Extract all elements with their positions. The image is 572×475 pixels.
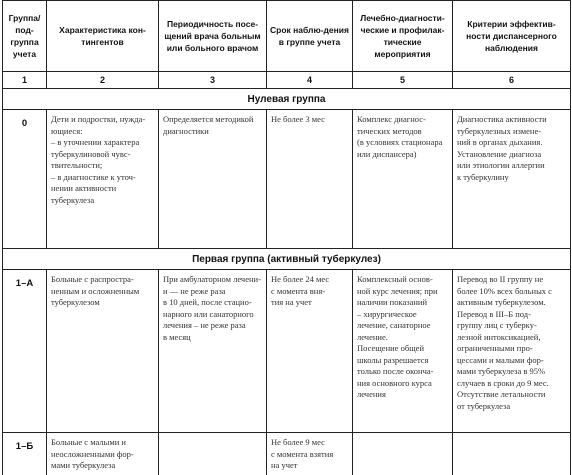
cell-line: ющиеся: [51, 125, 83, 136]
cell-line: наличии показаний [357, 297, 428, 307]
cell-line: лечение. [357, 331, 388, 342]
group-code: 1–Б [3, 433, 47, 475]
cell-line: более 10% всех больных с [457, 285, 552, 296]
cell-line: ний в органах дыхания. [457, 137, 543, 147]
group-heading-first [3, 249, 571, 270]
measures-cell [353, 110, 453, 249]
cell-line: случаев в сроки до 9 мес. [457, 377, 549, 388]
cell-line: Не более 9 мес [271, 437, 325, 447]
group-title: Первая группа (активный туберкулез) [3, 249, 571, 270]
column-number: 4 [267, 72, 353, 89]
cell-line: Определяется методикой [163, 114, 254, 124]
cell-line: туберкулеза [51, 194, 95, 205]
cell-line: Перевод во II группу не [457, 274, 544, 284]
cell-line: – в уточнении характера [51, 137, 140, 147]
header-visit-frequency: Периодичность посе-щений врача больным или больного врачом [159, 1, 267, 72]
cell-line: в месяц [163, 331, 191, 342]
header-contingents: Характеристика кон-тингентов [47, 1, 159, 72]
cell-line: с момента вня- [271, 285, 326, 296]
cell-line: в 10 дней, после стацио- [163, 297, 252, 307]
header-group-code: Группа/ под-группа учета [3, 1, 47, 72]
table-row [3, 433, 571, 475]
column-number: 6 [453, 72, 571, 89]
visits-cell [159, 110, 267, 249]
header-observation-term: Срок наблю-дения в группе учета [267, 1, 353, 72]
cell-line: Перевод в III–Б под- [457, 308, 531, 319]
cell-line: от туберкулеза [457, 400, 511, 411]
table-row [3, 270, 571, 433]
cell-line: только после оконча- [357, 366, 434, 376]
cell-line: группу лиц с туберку- [457, 320, 537, 330]
term-cell [267, 110, 353, 249]
cell-line: Больные с малыми и [51, 437, 126, 447]
cell-line: (в условиях стационара [357, 137, 443, 147]
cell-line: Дети и подростки, нужда- [51, 114, 146, 124]
column-number: 5 [353, 72, 453, 89]
cell-line: туберкулиновой чувс- [51, 148, 131, 159]
cell-line: мами туберкулеза в 95% [457, 366, 546, 376]
cell-line: тических методов [357, 125, 422, 136]
column-number: 3 [159, 72, 267, 89]
cell-line: нении активности [51, 183, 117, 193]
contingents-cell [47, 270, 159, 433]
header-measures: Лечебно-диагности-ческие и профилак-тические мероприятия [353, 1, 453, 72]
cell-line: тия на учет [271, 297, 312, 307]
cell-line: к туберкулину [457, 171, 509, 182]
cell-line: на учет [271, 460, 298, 470]
criteria-cell [453, 110, 571, 249]
cell-line: ненным и осложненным [51, 285, 140, 296]
contingents-cell [47, 110, 159, 249]
group-code: 1–А [3, 270, 47, 433]
cell-line: ной курс лечения; при [357, 285, 438, 296]
cell-line: цессами и малыми фор- [457, 354, 544, 365]
cell-line: туберкулезных измене- [457, 125, 542, 136]
cell-line: ограниченными про- [457, 343, 533, 353]
cell-line: неосложненными фор- [51, 448, 134, 459]
cell-line: школы разрешается [357, 354, 429, 365]
table-row [3, 110, 571, 249]
cell-line: лезной интоксикацией, [457, 331, 541, 342]
dispensary-observation-table [2, 0, 571, 475]
cell-line: При амбулаторном лечени- [163, 274, 261, 284]
cell-line: Отсутствие летальности [457, 389, 546, 399]
cell-line: туберкулезом [51, 297, 100, 307]
visits-cell [159, 270, 267, 433]
cell-line: твительности; [51, 160, 103, 170]
visits-cell [159, 433, 267, 475]
term-cell [267, 433, 353, 475]
cell-line: Больные с распростра- [51, 274, 134, 284]
column-number: 1 [3, 72, 47, 89]
contingents-cell [47, 433, 159, 475]
cell-line: Посещение общей [357, 343, 425, 353]
cell-line: мами туберкулеза [51, 460, 116, 470]
header-criteria: Критерии эффектив-ности диспансерного наблюдения [453, 1, 571, 72]
criteria-cell [453, 270, 571, 433]
column-number: 2 [47, 72, 159, 89]
cell-line: Установление диагноза [457, 148, 542, 159]
cell-line: Комплексный основ- [357, 274, 433, 284]
cell-line: – хирургическое [357, 308, 417, 319]
measures-cell [353, 433, 453, 475]
cell-line: Не более 3 мес [271, 114, 325, 124]
cell-line: ния основного курса [357, 377, 432, 388]
cell-line: Диагностика активности [457, 114, 547, 124]
header-row [3, 1, 571, 72]
group-title: Нулевая группа [3, 89, 571, 110]
cell-line: лечение, санаторное [357, 320, 431, 330]
term-cell [267, 270, 353, 433]
cell-line: Не более 24 мес [271, 274, 330, 284]
cell-line: и — не реже раза [163, 285, 226, 296]
cell-line: – в диагностике к уточ- [51, 171, 136, 182]
cell-line: активным туберкулезом. [457, 297, 546, 307]
cell-line: с момента взятия [271, 448, 334, 459]
cell-line: лечения [357, 389, 386, 399]
cell-line: лечения – не реже раза [163, 320, 246, 330]
cell-line: или диспансера) [357, 148, 417, 159]
cell-line: или этиологии аллергии [457, 160, 545, 170]
group-code: 0 [3, 110, 47, 249]
criteria-cell [453, 433, 571, 475]
column-numbers-row [3, 72, 571, 89]
cell-line: Комплекс диагнос- [357, 114, 426, 124]
cell-line: нарного или санаторного [163, 308, 254, 319]
cell-line: диагностики [163, 125, 209, 136]
group-heading-zero [3, 89, 571, 110]
measures-cell [353, 270, 453, 433]
